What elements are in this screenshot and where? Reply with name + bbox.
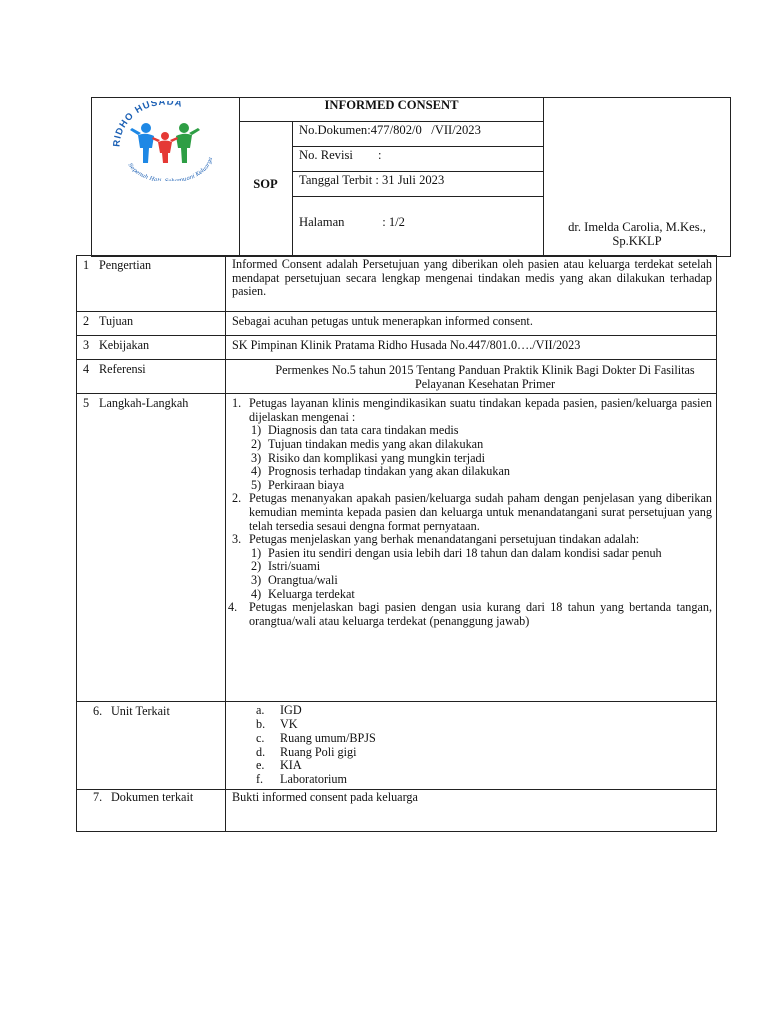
unit-item: f. Laboratorium [256, 772, 348, 787]
sub-step: 4) Prognosis terhadap tindakan yang akan dilakukan [251, 464, 510, 479]
row-referensi [77, 360, 717, 394]
header-row-line [292, 196, 544, 197]
step-text: Petugas menjelaskan yang berhak menandatangani persetujuan tindakan adalah: [249, 532, 640, 547]
kebijakan-text: SK Pimpinan Klinik Pratama Ridho Husada No.447/801.0…./VII/2023 [232, 338, 581, 352]
revision-field: No. Revisi : [299, 148, 382, 162]
header-title-line [239, 121, 544, 122]
dokumen-terkait-text: Bukti informed consent pada keluarga [232, 789, 418, 804]
unit-item: e. KIA [256, 758, 302, 773]
sop-label: SOP [253, 177, 278, 191]
section-label: Unit Terkait [111, 704, 170, 719]
signatory-title: Sp.KKLP [612, 234, 662, 248]
row-tujuan [77, 312, 717, 336]
sub-step: 2) Tujuan tindakan medis yang akan dilakukan [251, 436, 484, 451]
tujuan-text: Sebagai acuhan petugas untuk menerapkan informed consent. [232, 314, 533, 328]
step-text: Petugas menanyakan apakah pasien/keluarga sudah paham dengan penjelasan yang diberikan kemudian meminta kepada pasien dan keluarga untuk menandatangani surat persetujuan yang telah tersedia sesaui dengna format pernyataan. [249, 491, 712, 533]
sub-step: 1) Diagnosis dan tata cara tindakan medis [251, 423, 459, 438]
step-item: 2. Petugas menanyakan apakah pasien/keluarga sudah paham dengan penjelasan yang diberikan kemudian meminta kepada pasien dan keluarga untuk menandatangani surat persetujuan yang telah tersedia sesaui dengna format pernyataan. [232, 491, 712, 533]
section-number: 4 [83, 362, 90, 376]
header-row-line [292, 146, 544, 147]
section-label: Referensi [99, 362, 146, 376]
publish-date-field: Tanggal Terbit : 31 Juli 2023 [299, 173, 445, 187]
section-number: 1 [83, 258, 90, 272]
section-label: Tujuan [99, 314, 134, 328]
row-pengertian [77, 256, 717, 312]
unit-item: a. IGD [256, 703, 302, 718]
section-number: 2 [83, 314, 90, 328]
step-text: Petugas menjelaskan bagi pasien dengan usia kurang dari 18 tahun yang bertanda tangan, orangtua/wali atau keluarga terdekat (penanggung jawab) [249, 600, 712, 628]
step-item: 1. Petugas layanan klinis mengindikasikan suatu tindakan kepada pasien, pasien/keluarga pasien dijelaskan mengenai : 1) Diagnosis dan tata cara tindakan medis 2) Tujuan tindakan medis yang akan dilakukan 3) Risiko dan komplikasi yang mungkin terjadi 4) Prognosis terhadap tindakan yang akan dilakukan 5) Perkiraan biaya [232, 396, 712, 492]
step-item: 3. Petugas menjelaskan yang berhak menandatangani persetujuan tindakan adalah: 1) Pasien itu sendiri dengan usia lebih dari 18 tahun dan dalam kondisi sadar penuh 2) Istri/suami 3) Orangtua/wali 4) Keluarga terdekat [232, 533, 712, 601]
clinic-logo [108, 101, 222, 181]
section-number: 7. [93, 789, 103, 804]
header-row-line [292, 171, 544, 172]
doc-number-field: No.Dokumen:477/802/0 /VII/2023 [299, 123, 481, 137]
sub-step: 1) Pasien itu sendiri dengan usia lebih dari 18 tahun dan dalam kondisi sadar penuh [251, 545, 662, 560]
logo-tagline-text: Sepenuh Hat muoni Keluarga [126, 156, 214, 181]
section-label: Kebijakan [99, 338, 150, 352]
step-item: 4. Petugas menjelaskan bagi pasien dengan usia kurang dari 18 tahun yang bertanda tangan, orangtua/wali atau keluarga terdekat (penanggung jawab) [228, 600, 712, 628]
unit-list [226, 702, 716, 789]
signatory-name: dr. Imelda Carolia, M.Kes., [568, 220, 706, 234]
document-title: INFORMED CONSENT [324, 98, 459, 112]
sop-content-table [76, 255, 717, 832]
referensi-text: Permenkes No.5 tahun 2015 Tentang Panduan Praktik Klinik Bagi Dokter Di Fasilitas Pelayanan Kesehatan Primer [275, 363, 695, 391]
steps-list [228, 396, 712, 628]
unit-item: c. Ruang umum/BPJS [256, 730, 376, 745]
section-label: Langkah-Langkah [99, 396, 189, 411]
sub-step: 5) Perkiraan biaya [251, 477, 345, 492]
section-number: 3 [83, 338, 90, 352]
unit-item: b. VK [256, 716, 298, 731]
svg-text:Sepenuh Hati, Sehamuoni Keluar [127, 157, 214, 181]
section-number: 5 [83, 396, 90, 411]
row-dokumen-terkait [77, 789, 717, 831]
section-number: 6. [93, 704, 103, 719]
unit-item: d. Ruang Poli gigi [256, 744, 357, 759]
sub-step: 3) Risiko dan komplikasi yang mungkin terjadi [251, 450, 485, 465]
sub-step: 3) Orangtua/wali [251, 572, 338, 587]
sub-step: 2) Istri/suami [251, 559, 321, 574]
row-kebijakan [77, 336, 717, 360]
sub-step: 4) Keluarga terdekat [251, 586, 355, 601]
page-number-field: Halaman : 1/2 [299, 215, 405, 229]
row-langkah [77, 394, 717, 702]
logo-name-text: RIDHO HUSADA [111, 101, 184, 148]
step-text: Petugas layanan klinis mengindikasikan suatu tindakan kepada pasien, pasien/keluarga pasien dijelaskan mengenai : [249, 396, 712, 424]
clinic-logo-graphic [108, 101, 222, 181]
section-label: Pengertian [99, 258, 152, 272]
section-label: Dokumen terkait [111, 789, 194, 804]
row-unit-terkait [77, 702, 717, 790]
pengertian-text: Informed Consent adalah Persetujuan yang diberikan oleh pasien atau keluarga terdekat setelah mendapat persetujuan secara lengkap mengenai tindakan medis yang akan dilakukan terhadap pasien. [232, 257, 712, 299]
header-divider-sop [292, 121, 293, 257]
